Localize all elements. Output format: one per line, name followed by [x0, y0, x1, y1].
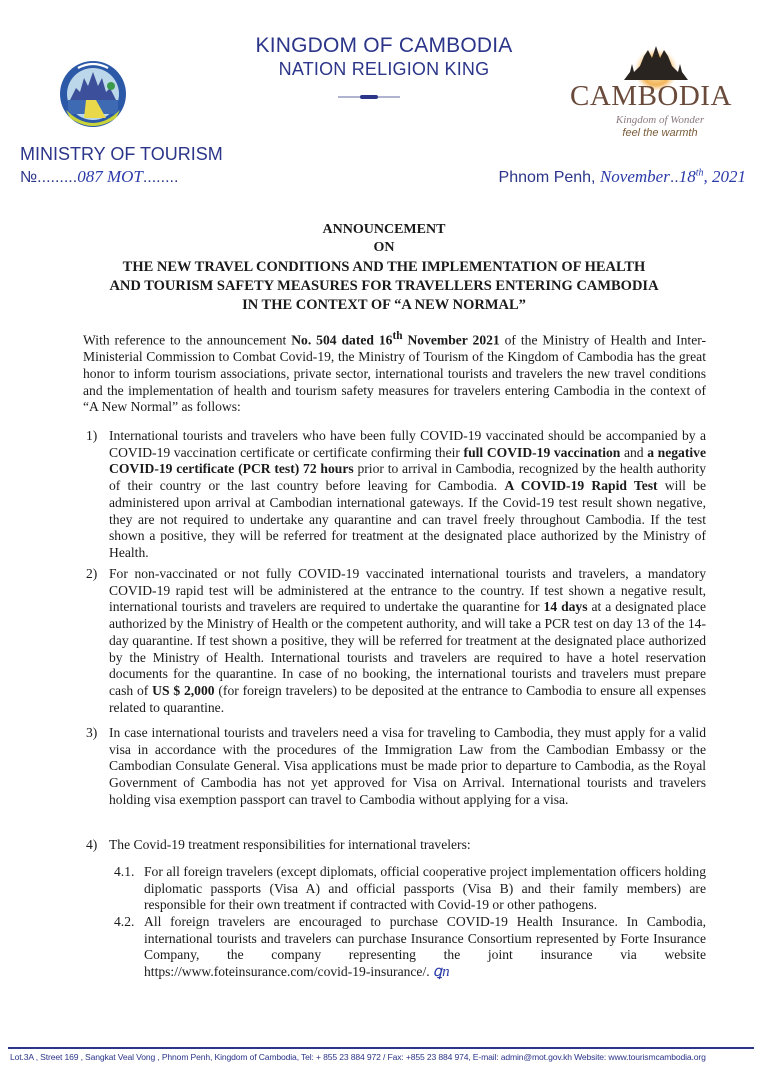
- announcement-heading: ANNOUNCEMENT: [322, 222, 446, 237]
- date-month: November: [599, 167, 670, 186]
- ministry-name: MINISTRY OF TOURISM: [20, 144, 223, 164]
- date-prefix: Phnom Penh,: [498, 169, 596, 186]
- header-title-motto: NATION RELIGION KING: [278, 59, 490, 79]
- date-line: Phnom Penh, November..18th, 2021: [498, 167, 746, 186]
- intro-paragraph: With reference to the announcement No. 504 dated 16th November 2021 of the Ministry of Health and Inter-Ministerial Commission to Combat Covid-19, the Ministry of Tourism of the Kingdom of Cambodia has the great honor to inform tourism associations, private sector, international tourists and travelers the new travel conditions and the implementation of health and tourism safety measures for travelers entering Cambodia in the context of “A New Normal” as follows:: [83, 330, 707, 415]
- item-number: 1): [86, 428, 98, 443]
- item-text: In case international tourists and travelers need a visa for traveling to Cambodia, they must apply for a valid visa in accordance with the procedures of the Immigration Law from the Cambodian Embassy or the Cambodian Consulate General. Visa applications must be made prior to departure to Cambodia, as the Royal Government of Cambodia has not yet approved for Visa on Arrival. International tourists and travelers holding visa exemption passport can travel to Cambodia without applying for a visa.: [109, 725, 706, 807]
- item-text: International tourists and travelers who have been fully COVID-19 vaccinated should be accompanied by a COVID-19 vaccination certificate or certificate confirming their full COVID-19 vaccination and a negative COVID-19 certificate (PCR test) 72 hours prior to arrival in Cambodia, recognized by the health authority of their country or the last country before leaving for Cambodia. A COVID-19 Rapid Test will be administered upon arrival at Cambodian international gateways. If the Covid-19 test result shown negative, they are not required to undertake any quarantine and can travel freely throughout Cambodia. If the test shown a positive, they will be referred for treatment at the designated place authorized by the Ministry of Health.: [109, 428, 707, 560]
- announcement-subject: [0, 258, 768, 315]
- announcement-subject-line3: IN THE CONTEXT OF “A NEW NORMAL”: [242, 297, 526, 313]
- sub-item-text: For all foreign travelers (except diplomats, official cooperative project implementation officers holding diplomatic passports (Visa A) and official passports (Visa B) and their family members) are responsible for their own treatment if contracted with Covid-19 or other pathogens.: [144, 864, 706, 913]
- list-item-3: [86, 725, 706, 809]
- date-day: 18: [678, 167, 696, 186]
- ornament-divider-icon: [338, 94, 400, 100]
- date-year: 2021: [712, 167, 746, 186]
- sub-item-text: All foreign travelers are encouraged to purchase COVID-19 Health Insurance. In Cambodia, international tourists and travelers can purchase Insurance Consortium represented by Forte Insurance Company, the company representing the joint insurance via website https://www.foteinsurance.com/covid-19-insurance/. ꝗᴨ: [144, 914, 706, 981]
- item-number: 4): [86, 837, 98, 852]
- handwritten-initials: ꝗᴨ: [432, 964, 450, 981]
- sub-item-4-1: [114, 864, 706, 914]
- date-suffix: th: [695, 167, 704, 179]
- cambodia-wordmark: CAMBODIA: [570, 80, 732, 112]
- sub-item-number: 4.2.: [114, 914, 135, 929]
- reference-number: [20, 167, 178, 187]
- ref-dots-left: .........: [37, 169, 78, 186]
- item-text: For non-vaccinated or not fully COVID-19 vaccinated international tourists and travelers, a mandatory COVID-19 rapid test will be administered at the entrance to the country. If test shown a negative result, international tourists and travelers are required to undertake the quarantine for 14 days at a designated place authorized by the Ministry of Health or the competent authority, and will take a PCR test on day 13 of the 14-day quarantine. If test shown a positive, they will be referred for treatment at the designated place authorized by the Ministry of Health. International tourists and travelers are required to have a hotel reservation documents for the quarantine. In case of no booking, the international tourists and travelers must prepare cash of US $ 2,000 (for foreign travelers) to be deposited at the entrance to Cambodia to ensure all expenses related to quarantine.: [109, 566, 707, 715]
- announcement-subject-line2: AND TOURISM SAFETY MEASURES FOR TRAVELLERS ENTERING CAMBODIA: [109, 278, 659, 294]
- item-number: 2): [86, 566, 98, 581]
- item-number: 3): [86, 725, 98, 740]
- ministry-seal-logo-icon: [56, 58, 130, 132]
- list-item-2: [86, 566, 706, 716]
- announcement-subject-line1: THE NEW TRAVEL CONDITIONS AND THE IMPLEMENTATION OF HEALTH: [122, 259, 646, 275]
- header-title-kingdom: KINGDOM OF CAMBODIA: [255, 34, 513, 57]
- footer-divider: [8, 1047, 754, 1049]
- ref-prefix: №: [20, 169, 38, 186]
- ref-dots-right: ........: [142, 169, 179, 186]
- sub-item-4-2: [114, 914, 706, 981]
- cambodia-tagline-kingdom: Kingdom of Wonder: [615, 114, 705, 126]
- list-item-4: [86, 837, 706, 854]
- item-text: The Covid-19 treatment responsibilities for international travelers:: [109, 837, 471, 852]
- announcement-on: ON: [373, 240, 395, 255]
- ref-handwritten: 087 MOT: [77, 167, 143, 186]
- cambodia-tagline-warmth: feel the warmth: [622, 127, 698, 139]
- footer-contact: Lot.3A , Street 169 , Sangkat Veal Vong , Phnom Penh, Kingdom of Cambodia, Tel: + 855 23 884 972 / Fax: +855 23 884 974, E-mail: admin@mot.gov.kh Website: www.tourismcambodia.org: [10, 1052, 706, 1062]
- list-item-1: [86, 428, 706, 562]
- sub-item-number: 4.1.: [114, 864, 135, 879]
